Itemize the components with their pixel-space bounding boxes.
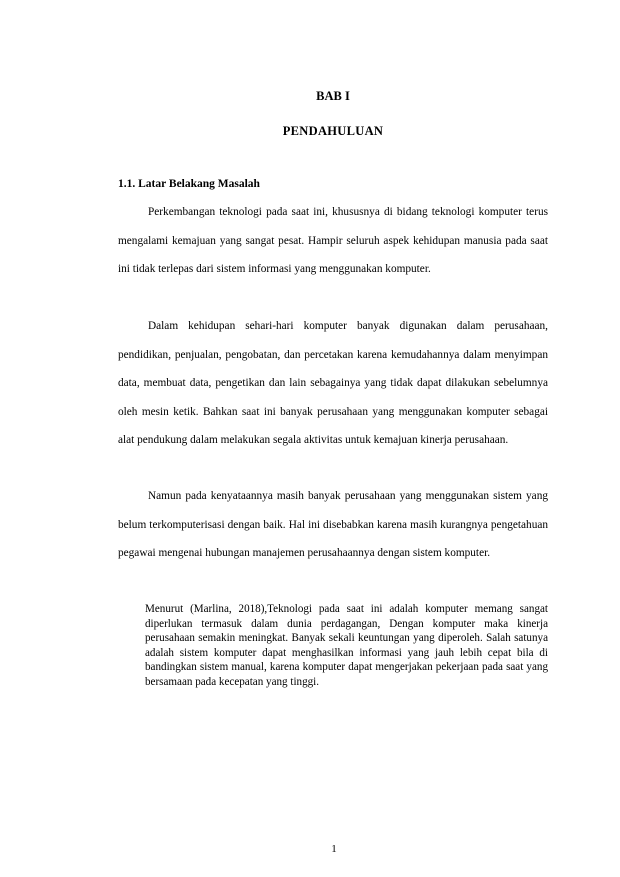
section-heading: 1.1. Latar Belakang Masalah bbox=[118, 178, 260, 190]
block-quote: Menurut (Marlina, 2018),Teknologi pada saat ini adalah komputer memang sangat diperlukan termasuk dalam dunia perdagangan, Dengan komputer maka kinerja perusahaan semakin meningkat. Banyak sekali keuntungan yang diperoleh. Salah satunya adalah sistem komputer dapat menghasilkan informasi yang jauh lebih cepat bila di bandingkan sistem manual, karena komputer dapat mengerjakan pekerjaan pada saat yang bersamaan pada kecepatan yang tinggi. bbox=[145, 603, 548, 688]
body-paragraph: Dalam kehidupan sehari-hari komputer banyak digunakan dalam perusahaan, pendidikan, penjualan, pengobatan, dan percetakan karena kemudahannya dalam menyimpan data, membuat data, pengetikan dan lain sebagainya yang tidak dapat dilakukan sebelumnya oleh mesin ketik. Bahkan saat ini banyak perusahaan yang menggunakan komputer sebagai alat pendukung dalam melakukan segala aktivitas untuk kemajuan kinerja perusahaan. bbox=[118, 320, 548, 446]
body-paragraph: Perkembangan teknologi pada saat ini, khususnya di bidang teknologi komputer terus mengalami kemajuan yang sangat pesat. Hampir seluruh aspek kehidupan manusia pada saat ini tidak terlepas dari sistem informasi yang menggunakan komputer. bbox=[118, 206, 548, 275]
page-number: 1 bbox=[331, 843, 337, 855]
body-paragraph: Namun pada kenyataannya masih banyak perusahaan yang menggunakan sistem yang belum terkomputerisasi dengan baik. Hal ini disebabkan karena masih kurangnya pengetahuan pegawai mengenai hubungan manajemen perusahaannya dengan sistem komputer. bbox=[118, 490, 548, 559]
chapter-title: PENDAHULUAN bbox=[282, 124, 384, 138]
chapter-number: BAB I bbox=[316, 89, 350, 103]
